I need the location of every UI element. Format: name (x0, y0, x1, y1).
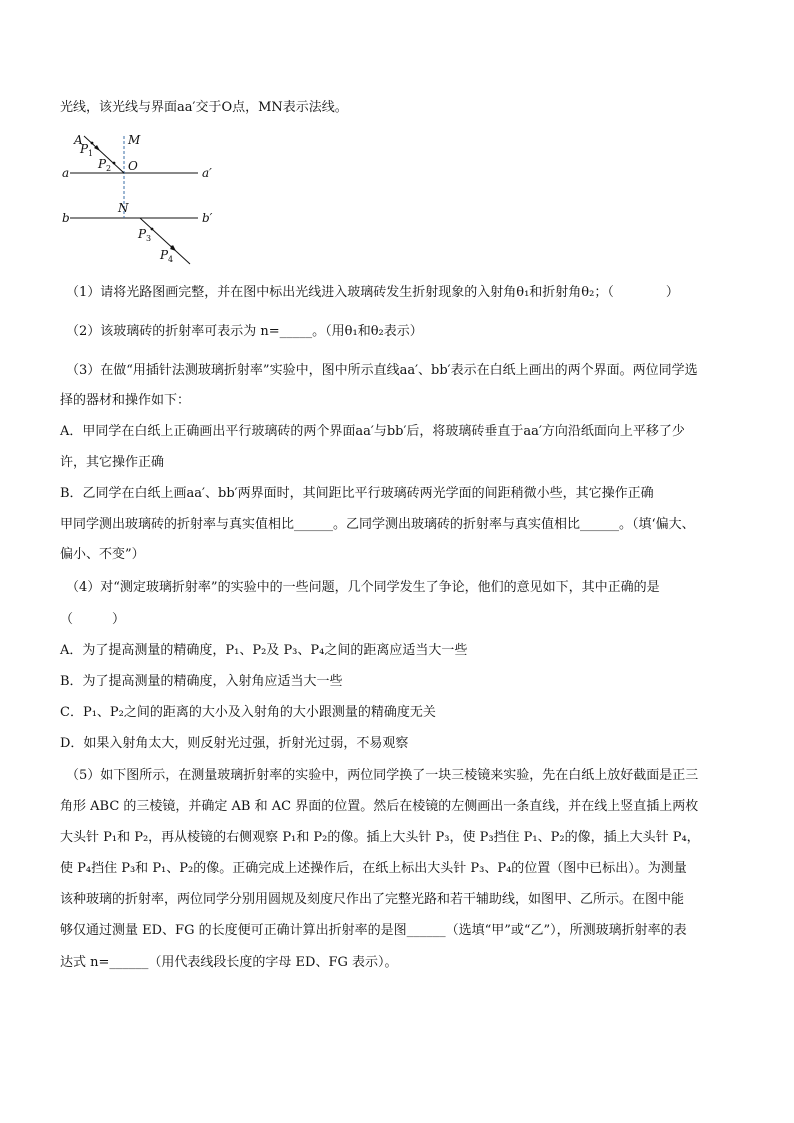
question-4-line-2: （ ） (60, 612, 126, 627)
question-5-line-3: 大头针 P₁和 P₂，再从棱镜的右侧观察 P₁和 P₂的像。插上大头针 P₃，使 P₃挡住 P₁、P₂的像，插上大头针 P₄， (60, 830, 700, 845)
question-5-line-2: 角形 ABC 的三棱镜，并确定 AB 和 AC 界面的位置。然后在棱镜的左侧画出一条直线，并在线上竖直插上两枚 (60, 799, 699, 814)
pin-p2 (113, 162, 116, 165)
question-5-line-4: 使 P₄挡住 P₃和 P₁、P₂的像。正确完成上述操作后，在纸上标出大头针 P₃、P₄的位置（图中已标出）。为测量 (60, 861, 687, 876)
label-P3-sub: 3 (146, 234, 152, 243)
question-4-option-b: B．为了提高测量的精确度，入射角应适当大一些 (60, 674, 343, 689)
pin-p3 (151, 228, 154, 231)
label-P4: P (160, 248, 169, 262)
label-P1: P (80, 142, 89, 156)
question-1: （1）请将光路图画完整，并在图中标出光线进入玻璃砖发生折射现象的入射角θ₁和折射角θ₂；（ ） (66, 285, 679, 300)
question-4-line-1: （4）对“测定玻璃折射率”的实验中的一些问题，几个同学发生了争论，他们的意见如下，其中正确的是 (66, 580, 660, 595)
question-3-line-2: 择的器材和操作如下： (60, 393, 191, 408)
pin-p1 (91, 142, 94, 145)
refraction-diagram (58, 128, 228, 268)
label-b-prime: b′ (202, 211, 213, 225)
label-O: O (128, 159, 138, 173)
intro-text: 光线，该光线与界面aa′交于O点，MN表示法线。 (60, 100, 348, 115)
pin-p4 (171, 246, 174, 249)
label-N: N (118, 201, 129, 215)
question-4-option-d: D．如果入射角太大，则反射光过强，折射光过弱，不易观察 (60, 736, 409, 751)
question-5-line-6: 够仅通过测量 ED、FG 的长度便可正确计算出折射率的是图______（选填“甲”或“乙”），所测玻璃折射率的表 (60, 923, 687, 938)
question-3-option-b: B．乙同学在白纸上画aa′、bb′两界面时，其间距比平行玻璃砖两光学面的间距稍微小些，其它操作正确 (60, 486, 654, 501)
question-5-line-1: （5）如下图所示，在测量玻璃折射率的实验中，两位同学换了一块三棱镜来实验，先在白纸上放好截面是正三 (66, 768, 699, 783)
label-A: A (74, 133, 83, 147)
label-M: M (128, 133, 141, 147)
label-P1-sub: 1 (88, 149, 94, 158)
label-a-prime: a′ (202, 166, 212, 180)
question-3-option-a-2: 许，其它操作正确 (60, 455, 165, 470)
question-4-option-c: C．P₁、P₂之间的距离的大小及入射角的大小跟测量的精确度无关 (60, 705, 436, 720)
label-a: a (62, 166, 70, 180)
label-P2: P (98, 157, 107, 171)
label-b: b (62, 211, 70, 225)
label-P3: P (138, 227, 147, 241)
question-4-option-a: A．为了提高测量的精确度，P₁、P₂及 P₃、P₄之间的距离应适当大一些 (60, 643, 468, 658)
question-3-option-a-1: A．甲同学在白纸上正确画出平行玻璃砖的两个界面aa′与bb′后，将玻璃砖垂直于aa′方向沿纸面向上平移了少 (60, 424, 685, 439)
label-P4-sub: 4 (168, 255, 174, 264)
question-3-line-1: （3）在做“用插针法测玻璃折射率”实验中，图中所示直线aa′、bb′表示在白纸上画出的两个界面。两位同学选 (66, 363, 698, 378)
question-3-ask-1: 甲同学测出玻璃砖的折射率与真实值相比______。乙同学测出玻璃砖的折射率与真实值相比______。（填‘偏大、 (60, 517, 695, 532)
question-5-line-7: 达式 n=______（用代表线段长度的字母 ED、FG 表示）。 (60, 955, 398, 970)
label-P2-sub: 2 (106, 164, 112, 173)
question-3-ask-2: 偏小、不变”） (60, 547, 145, 562)
question-2: （2）该玻璃砖的折射率可表示为 n=_____。（用θ₁和θ₂表示） (66, 324, 423, 339)
question-5-line-5: 该种玻璃的折射率，两位同学分别用圆规及刻度尺作出了完整光路和若干辅助线，如图甲、乙所示。在图中能 (60, 892, 685, 907)
